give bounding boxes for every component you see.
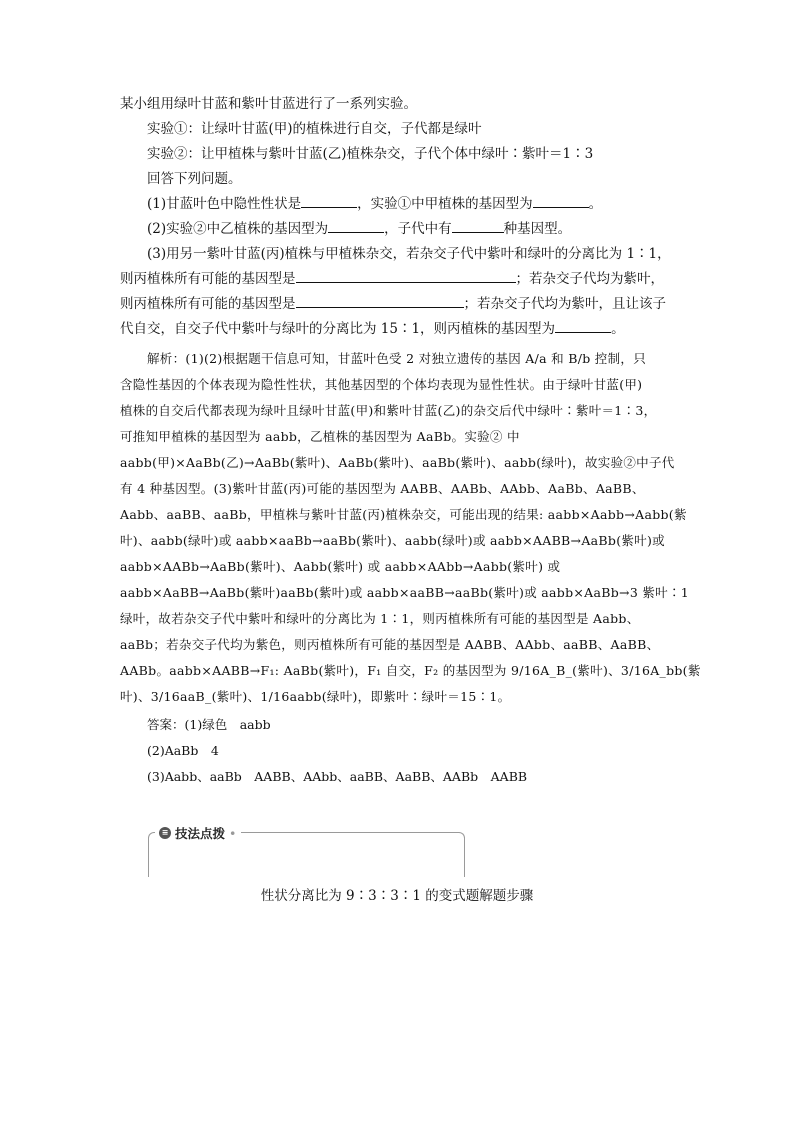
experiment-2: 实验②：让甲植株与紫叶甘蓝(乙)植株杂交，子代个体中绿叶∶紫叶＝1∶3 [147,146,594,162]
tips-subtitle: 性状分离比为 9∶3∶3∶1 的变式题解题步骤 [260,888,534,904]
analysis-line: aabb×AABb→AaBb(紫叶)、Aabb(紫叶) 或 aabb×AAbb→Aabb(紫叶) 或 [120,559,561,574]
question-3-line-3 [120,292,680,317]
analysis-line: 解析：(1)(2)根据题干信息可知，甘蓝叶色受 2 对独立遗传的基因 A/a 和 B/b 控制，只 [147,351,646,366]
analysis-line: 可推知甲植株的基因型为 aabb，乙植株的基因型为 AaBb。实验② 中 [120,429,520,444]
question-3-line-2 [120,267,680,292]
answer-1: 答案：(1)绿色 aabb [147,717,271,732]
answers-section [120,712,680,790]
prompt-text: 回答下列问题。 [147,171,242,187]
answer-blank [555,318,611,333]
analysis-line: 有 4 种基因型。(3)紫叶甘蓝(丙)可能的基因型为 AABB、AABb、AAbb、AaBb、AaBB、 [120,481,645,496]
tips-header [155,824,241,842]
q1-text-a: (1)甘蓝叶色中隐性性状是 [147,196,302,212]
q2-text-c: 种基因型。 [503,221,572,237]
analysis-line: Aabb、aaBB、aaBb，甲植株与紫叶甘蓝(丙)植株杂交，可能出现的结果: aabb×Aabb→Aabb(紫 [120,507,687,522]
analysis-line: 含隐性基因的个体表现为隐性性状，其他基因型的个体均表现为显性性状。由于绿叶甘蓝(甲) [120,377,643,392]
q3-text-a: 则丙植株所有可能的基因型是 [120,271,296,287]
tips-dots: • [229,825,238,841]
answer-blank [533,193,589,208]
q1-text-b: ，实验①中甲植株的基因型为 [357,196,533,212]
q2-text-b: ，子代中有 [384,221,452,237]
q3-text-c: 则丙植株所有可能的基因型是 [120,296,296,312]
q3-text-f: 。 [611,321,625,337]
answer-2: (2)AaBb 4 [147,743,219,758]
answer-3: (3)Aabb、aaBb AABB、AAbb、aaBB、AaBB、AABb AABB [147,769,528,784]
document-body [120,92,701,790]
intro-text: 某小组用绿叶甘蓝和紫叶甘蓝进行了一系列实验。 [120,96,417,112]
q3-text-d: ；若杂交子代均为紫叶，且让该子 [463,296,666,312]
q1-text-c: 。 [588,196,603,212]
tips-icon: ≡ [159,827,171,839]
question-1 [120,192,680,217]
tips-box [148,825,465,877]
answer-blank [328,218,384,233]
analysis-line: 植株的自交后代都表现为绿叶且绿叶甘蓝(甲)和紫叶甘蓝(乙)的杂交后代中绿叶∶紫叶＝1∶3， [120,403,657,418]
q2-text-a: (2)实验②中乙植株的基因型为 [147,221,329,237]
question-2 [120,217,680,242]
analysis-line: aaBb；若杂交子代均为紫色，则丙植株所有可能的基因型是 AABB、AAbb、aaBB、AaBB、 [120,637,660,652]
question-3-line-1: (3)用另一紫叶甘蓝(丙)植株与甲植株杂交，若杂交子代中紫叶和绿叶的分离比为 1∶1， [147,246,671,262]
q3-text-e: 代自交，自交子代中紫叶与绿叶的分离比为 15∶1，则丙植株的基因型为 [120,321,556,337]
analysis-line: AABb。aabb×AABB→F₁: AaBb(紫叶)，F₁ 自交，F₂ 的基因型为 9/16A_B_(紫叶)、3/16A_bb(紫 [120,663,701,678]
analysis-line: 叶)、aabb(绿叶)或 aabb×aaBb→aaBb(紫叶)、aabb(绿叶)或 aabb×AABB→AaBb(紫叶)或 [120,533,665,548]
answer-blank [296,268,516,283]
answer-blank [296,293,464,308]
analysis-line: 叶)、3/16aaB_(紫叶)、1/16aabb(绿叶)，即紫叶∶绿叶＝15∶1。 [120,689,511,704]
analysis-line: 绿叶，故若杂交子代中紫叶和绿叶的分离比为 1∶1，则丙植株所有可能的基因型是 Aabb、 [120,611,640,626]
q3-text-b: ；若杂交子代均为紫叶， [515,271,664,287]
answer-blank [301,193,357,208]
analysis-line: aabb(甲)×AaBb(乙)→AaBb(紫叶)、AaBb(紫叶)、aaBb(紫叶)、aabb(绿叶)，故实验②中子代 [120,455,675,470]
question-3-line-4 [120,317,680,342]
analysis-line: aabb×AaBB→AaBb(紫叶)aaBb(紫叶)或 aabb×aaBB→aaBb(紫叶)或 aabb×AaBb→3 紫叶∶1 [120,585,689,600]
analysis-section [120,346,701,710]
experiment-1: 实验①：让绿叶甘蓝(甲)的植株进行自交，子代都是绿叶 [147,121,482,137]
tips-title: 技法点拨 [175,826,226,841]
answer-blank [452,218,504,233]
